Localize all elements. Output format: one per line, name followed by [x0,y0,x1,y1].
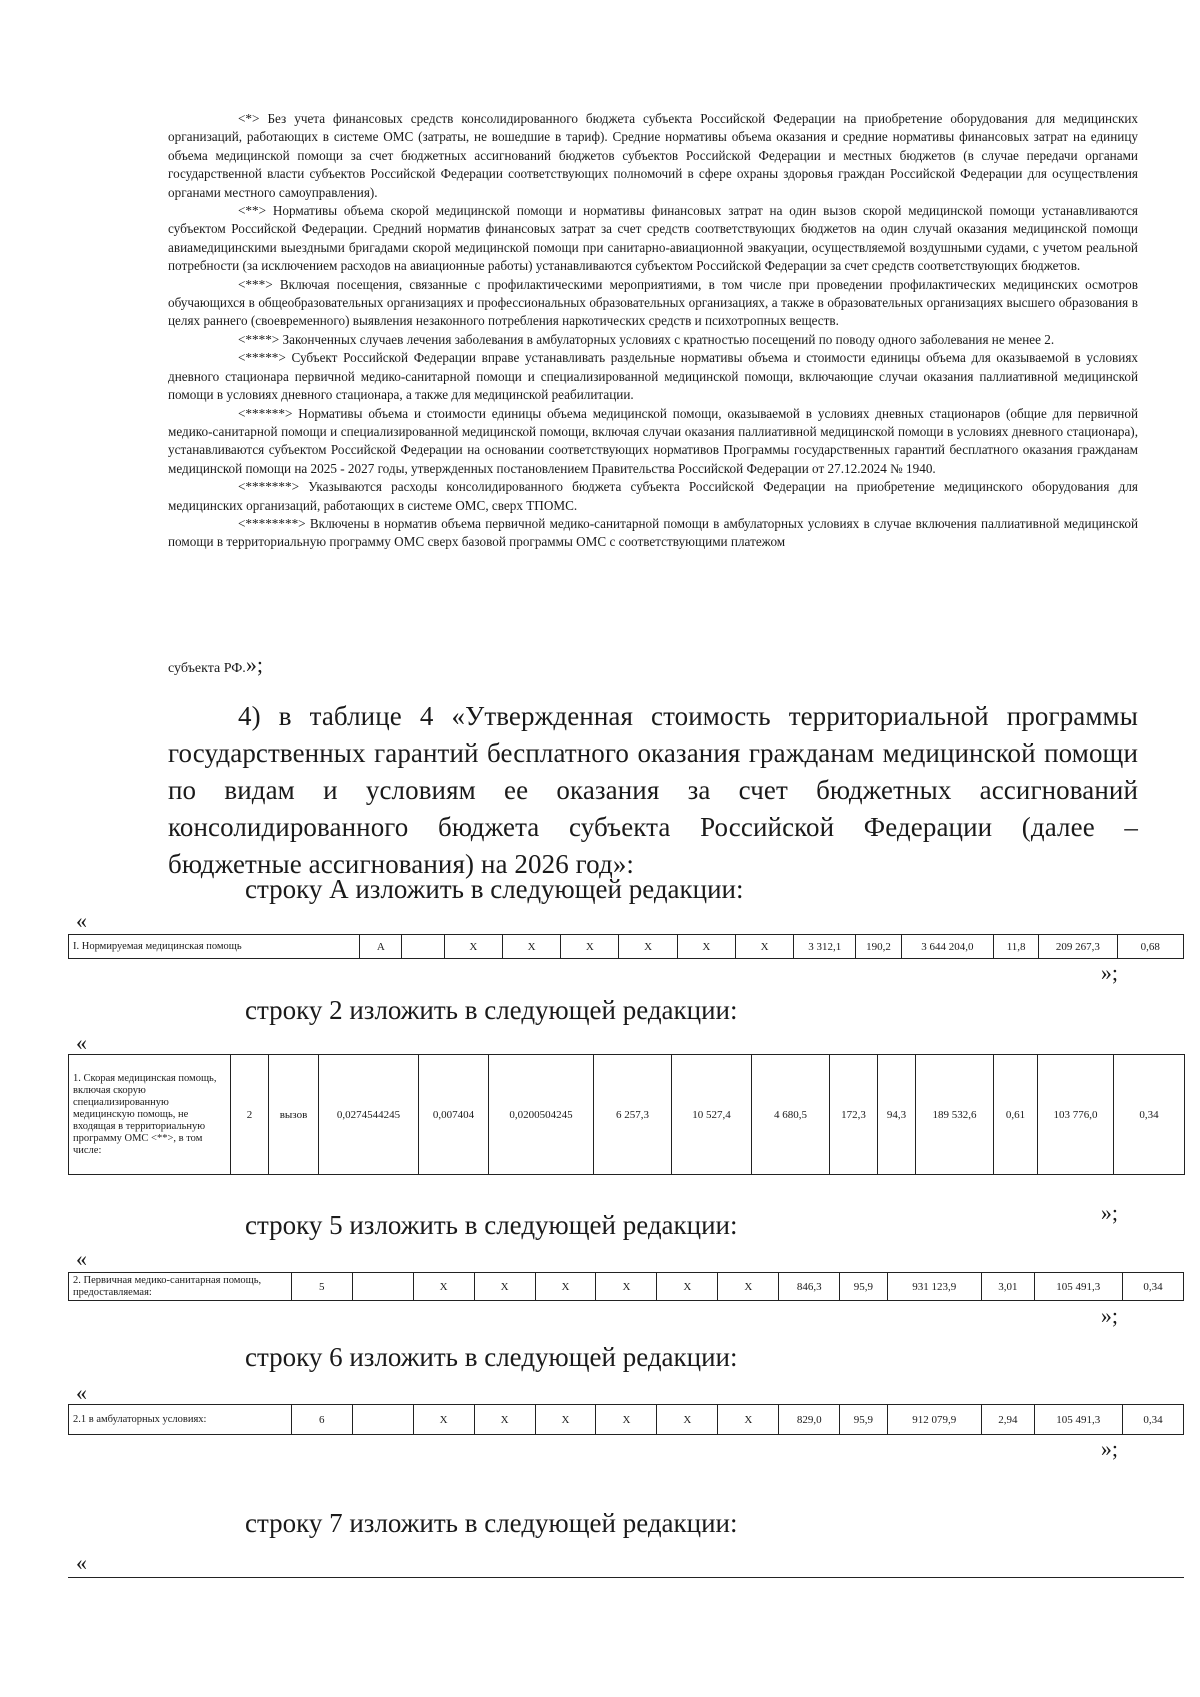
data-cell: Х [718,1405,779,1435]
table-row-2 [68,1054,1185,1175]
data-cell: Х [502,935,560,959]
amendment-paragraph [168,698,1138,883]
data-cell: Х [535,1273,596,1301]
data-cell: 829,0 [779,1405,840,1435]
data-cell: 209 267,3 [1039,935,1117,959]
footnote-tail-text: субъекта РФ. [168,661,246,676]
data-cell: Х [596,1273,657,1301]
open-quote-a: « [76,908,87,933]
unit-cell: вызов [269,1055,319,1175]
data-cell: 0,0274544245 [319,1055,419,1175]
row-name-cell: 2.1 в амбулаторных условиях: [69,1405,292,1435]
row-code-cell: 2 [231,1055,269,1175]
data-cell: 0,34 [1122,1405,1183,1435]
data-cell: Х [677,935,735,959]
row-code-cell: А [360,935,402,959]
unit-cell [402,935,444,959]
data-cell: 190,2 [856,935,901,959]
table-top-border [68,1577,1184,1578]
open-quote-7: « [76,1550,87,1575]
footnote-2: <**> Нормативы объема скорой медицинской помощи и нормативы финансовых затрат на один вызов скорой медицинской помощи устанавливаются субъектом Российской Федерации. Средний норматив финансовых затрат за счет средств соответствующих бюджетов на один случай оказания медицинской помощи авиамедицинскими выездными бригадами скорой медицинской помощи при санитарно-авиационной эвакуации, осуществляемой воздушными судами, с учетом реальной потребности (за исключением расходов на авиационные работы) устанавливаются субъектом Российской Федерации за счет средств соответствующих бюджетов. [168,203,1138,274]
close-quote-2: »; [1100,1200,1118,1225]
footnote-6: <******> Нормативы объема и стоимости единицы объема медицинской помощи, оказываемой в условиях дневных стационаров (общие для первичной медико-санитарной помощи и специализированной медицинской помощи, включая случаи оказания паллиативной медицинской помощи в условиях дневного стационара), устанавливаются субъектом Российской Федерации на основании соответствующих нормативов Программы государственных гарантий бесплатного оказания гражданам медицинской помощи на 2025 - 2027 годы, утвержденных постановлением Правительства Российской Федерации от 27.12.2024 № 1940. [168,405,1138,476]
close-quote-a: »; [1100,960,1118,985]
data-cell: 912 079,9 [887,1405,982,1435]
data-cell: 172,3 [830,1055,878,1175]
data-cell: 95,9 [840,1273,887,1301]
data-cell: 0,34 [1122,1273,1183,1301]
footnote-1: <*> Без учета финансовых средств консолидированного бюджета субъекта Российской Федерации на приобретение оборудования для медицинских организаций, работающих в системе ОМС (затраты, не вошедшие в тариф). Средние нормативы объема оказания и средние нормативы финансовых затрат на единицу объема медицинской помощи за счет бюджетных ассигнований бюджетов субъектов Российской Федерации и местных бюджетов (в случае передачи органами государственной власти субъектов Российской Федерации соответствующих полномочий в сфере охраны здоровья граждан Российской Федерации для осуществления органами местного самоуправления). [168,111,1138,200]
footnote-4: <****> Законченных случаев лечения заболевания в амбулаторных условиях с кратностью посещений по поводу одного заболевания не менее 2. [238,331,1055,347]
data-cell: 3 644 204,0 [901,935,993,959]
data-cell: Х [413,1405,474,1435]
data-cell: 94,3 [878,1055,916,1175]
data-cell: 0,34 [1114,1055,1185,1175]
data-cell: Х [413,1273,474,1301]
data-cell: 0,68 [1117,935,1183,959]
footnote-tail [168,652,263,678]
table-row-5 [68,1272,1184,1301]
data-cell: 0,61 [994,1055,1038,1175]
data-cell: 3,01 [982,1273,1035,1301]
data-cell: 95,9 [840,1405,887,1435]
footnote-8: <********> Включены в норматив объема первичной медико-санитарной помощи в амбулаторных условиях в случае включения паллиативной медицинской помощи в территориальную программу ОМС сверх базовой программы ОМС с соответствующими платежом [168,515,1138,550]
footnote-5: <*****> Субъект Российской Федерации вправе устанавливать раздельные нормативы объема и стоимости единицы объема для оказываемой в условиях дневного стационара первичной медико-санитарной помощи и специализированной медицинской помощи, включающие случаи оказания паллиативной медицинской помощи в условиях дневного стационара, а также для медицинской реабилитации. [168,350,1138,403]
table-row-6 [68,1404,1184,1435]
data-cell: 0,0200504245 [489,1055,594,1175]
data-cell: Х [474,1405,535,1435]
footnote-tail-end: »; [245,652,263,677]
row-code-cell: 5 [291,1273,352,1301]
unit-cell [352,1273,413,1301]
data-cell: 0,007404 [419,1055,489,1175]
table-row-a [68,934,1184,959]
data-cell: 3 312,1 [794,935,856,959]
open-quote-2: « [76,1030,87,1055]
amendment-paragraph-text: 4) в таблице 4 «Утвержденная стоимость территориальной программы государственных гарантий бесплатного оказания гражданам медицинской помощи по видам и условиям ее оказания за счет бюджетных ассигнований консолидированного бюджета субъекта Российской Федерации (далее – бюджетные ассигнования) на 2026 год»: [168,701,1138,879]
data-cell: Х [657,1405,718,1435]
close-quote-6: »; [1100,1436,1118,1461]
data-cell: 931 123,9 [887,1273,982,1301]
data-cell: Х [657,1273,718,1301]
data-cell: 105 491,3 [1034,1405,1122,1435]
row-name-cell: 2. Первичная медико-санитарная помощь, предоставляемая: [69,1273,292,1301]
data-cell: 11,8 [994,935,1039,959]
open-quote-6: « [76,1380,87,1405]
footnotes-block [168,110,1138,552]
close-quote-5: »; [1100,1303,1118,1328]
data-cell: Х [735,935,793,959]
data-cell: 103 776,0 [1038,1055,1114,1175]
section-heading-5: строку 5 изложить в следующей редакции: [245,1210,738,1240]
data-cell: 6 257,3 [594,1055,672,1175]
data-cell: 10 527,4 [672,1055,752,1175]
data-cell: 2,94 [982,1405,1035,1435]
open-quote-5: « [76,1246,87,1271]
data-cell: Х [596,1405,657,1435]
data-cell: Х [444,935,502,959]
footnote-3: <***> Включая посещения, связанные с профилактическими мероприятиями, в том числе при проведении профилактических медицинских осмотров обучающихся в общеобразовательных организациях и профессиональных образовательных организациях, а также в образовательных организациях высшего образования в целях раннего (своевременного) выявления незаконного потребления наркотических средств и психотропных веществ. [168,276,1138,329]
data-cell: 105 491,3 [1034,1273,1122,1301]
row-name-cell: 1. Скорая медицинская помощь, включая скорую специализированную медицинскую помощь, не входящая в территориальную программу ОМС <**>, в том числе: [69,1055,231,1175]
section-heading-a: строку А изложить в следующей редакции: [245,874,744,904]
data-cell: 846,3 [779,1273,840,1301]
data-cell: 4 680,5 [752,1055,830,1175]
unit-cell [352,1405,413,1435]
data-cell: Х [474,1273,535,1301]
section-heading-2: строку 2 изложить в следующей редакции: [245,995,738,1025]
row-code-cell: 6 [291,1405,352,1435]
section-heading-7: строку 7 изложить в следующей редакции: [245,1508,738,1538]
data-cell: Х [718,1273,779,1301]
row-name-cell: I. Нормируемая медицинская помощь [69,935,360,959]
data-cell: Х [535,1405,596,1435]
section-heading-6: строку 6 изложить в следующей редакции: [245,1342,738,1372]
footnote-7: <*******> Указываются расходы консолидированного бюджета субъекта Российской Федерации на приобретение медицинского оборудования для медицинских организаций, работающих в системе ОМС, сверх ТПОМС. [168,479,1138,513]
data-cell: Х [561,935,619,959]
data-cell: 189 532,6 [916,1055,994,1175]
data-cell: Х [619,935,677,959]
